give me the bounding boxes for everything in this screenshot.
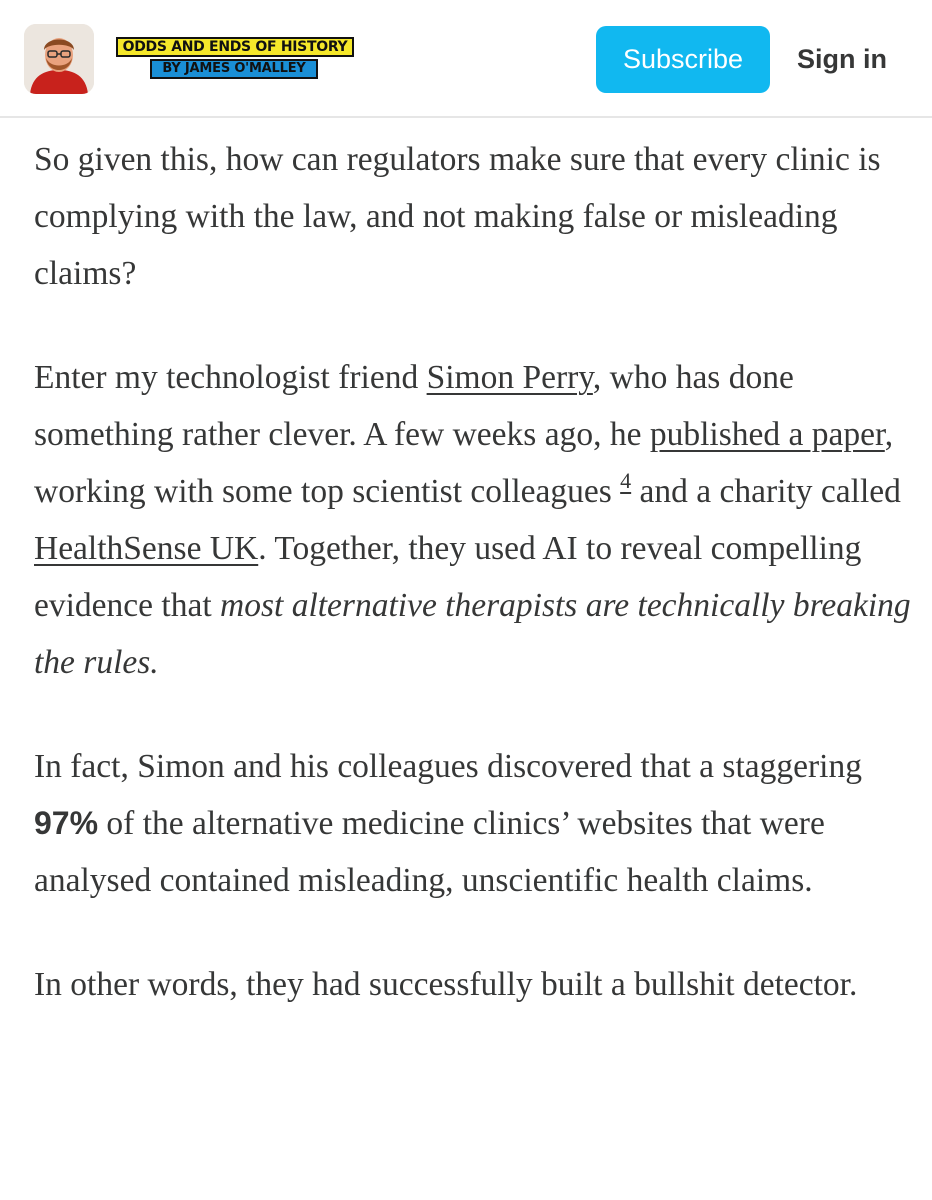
- simon-perry-link[interactable]: Simon Perry: [426, 359, 593, 396]
- healthsense-uk-link[interactable]: HealthSense UK: [34, 530, 259, 567]
- text: of the alternative medicine clinics’ websites that were analysed contained misleading, unscientific health claims.: [34, 805, 825, 899]
- text: and a charity called: [631, 473, 901, 510]
- text: , working with some top scientist colleagues: [34, 416, 894, 510]
- logo-byline: BY JAMES O'MALLEY: [150, 59, 318, 79]
- publication-logo[interactable]: [116, 37, 358, 81]
- footnote-ref: [620, 468, 631, 493]
- paragraph-3: [34, 738, 914, 909]
- paragraph-4: In other words, they had successfully built a bullshit detector.: [34, 966, 858, 1003]
- sign-in-button[interactable]: Sign in: [797, 44, 887, 74]
- paragraph-1: So given this, how can regulators make sure that every clinic is complying with the law, and not making false or misleading claims?: [34, 141, 881, 292]
- text: , who has done something rather clever. A few weeks ago, he: [34, 359, 794, 453]
- author-avatar[interactable]: [24, 24, 94, 94]
- text: . Together, they used AI to reveal compelling evidence that: [34, 530, 862, 624]
- published-paper-link[interactable]: published a paper: [649, 416, 885, 453]
- site-header: [0, 0, 932, 118]
- text: Enter my technologist friend: [34, 359, 427, 396]
- paragraph-2: [34, 349, 914, 691]
- article-body: [34, 131, 914, 1060]
- italic-emphasis: most alternative therapists are technically breaking the rules.: [34, 587, 911, 681]
- logo-title: ODDS AND ENDS OF HISTORY: [116, 37, 354, 57]
- text: In fact, Simon and his colleagues discovered that a staggering: [34, 748, 862, 785]
- footnote-4-link[interactable]: 4: [620, 468, 632, 493]
- percentage-highlight: 97%: [34, 805, 99, 841]
- subscribe-button[interactable]: Subscribe: [596, 26, 770, 93]
